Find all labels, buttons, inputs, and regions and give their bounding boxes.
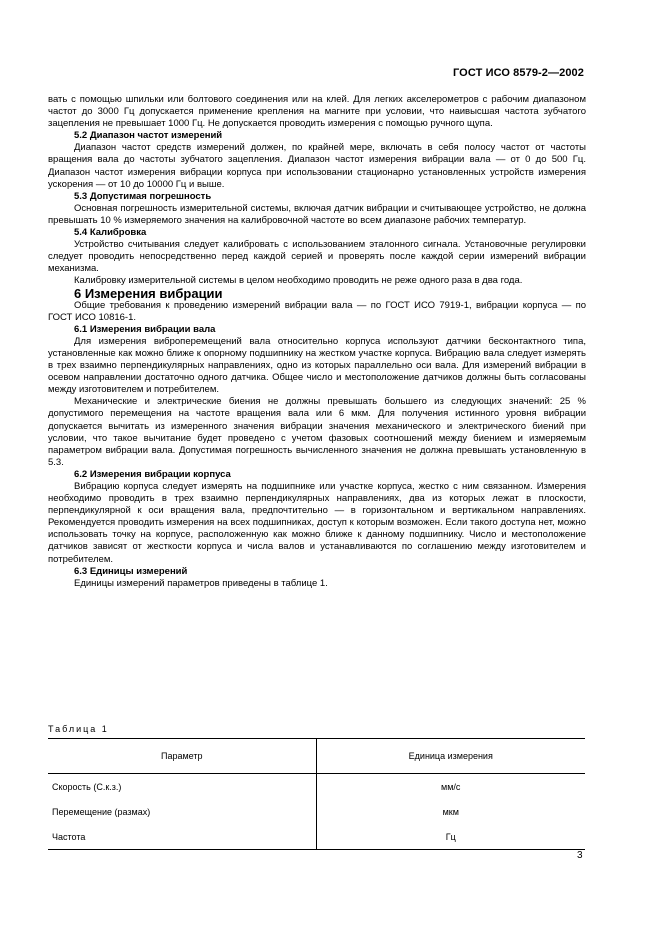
paragraph-6-1-b: Механические и электрические биения не должны превышать большего из следующих значений: 25 % допустимого перемещения на частоте вращения вала или 6 мкм. Для получения истинного уровня вибрации допускается вычитать из измеренного значения вибрации значения механического и электрического биений при условии, что такое вычитание будет проведено с учетом фазовых соотношений между биением и измеряемым параметром вибрации вала. Допустимая погрешность вычисленного значения не должна превышать установленную в 5.3. <box>48 396 586 468</box>
table-cell-unit: Гц <box>316 824 585 850</box>
paragraph-continuation: вать с помощью шпильки или болтового соединения или на клей. Для легких акселерометров с рабочим диапазоном частот до 3000 Гц допускается применение крепления на магните при условии, что наивысшая частота зубчатого зацепления не превышает 1000 Гц. Не допускается проводить измерения с помощью ручного щупа. <box>48 94 586 130</box>
table-cell-parameter: Скорость (С.к.з.) <box>48 774 316 800</box>
paragraph-6-2: Вибрацию корпуса следует измерять на подшипнике или участке корпуса, жестко с ним связанном. Измерения необходимо проводить в трех взаимно перпендикулярных направлениях, два из которых лежат в плоскости, перпендикулярной к оси вращения вала, предпочтительно — в горизонтальном и вертикальном направлениях. Рекомендуется проводить измерения на всех подшипниках, доступ к которым возможен. Если такого доступа нет, можно использовать точку на корпусе, расположенную как можно ближе к данному подшипнику. Число и местоположение датчиков зависят от жесткости корпуса и числа валов и устанавливаются по соглашению между изготовителем и потребителем. <box>48 481 586 565</box>
table-row <box>48 824 585 850</box>
paragraph-6-3: Единицы измерений параметров приведены в таблице 1. <box>74 577 328 589</box>
table-caption: Таблица 1 <box>48 724 109 734</box>
table-header-unit: Единица измерения <box>316 739 585 774</box>
table-header-parameter: Параметр <box>48 739 316 774</box>
paragraph-5-3: Основная погрешность измерительной системы, включая датчик вибрации и считывающее устройство, не должна превышать 10 % измеряемого значения на калибровочной частоте во всем диапазоне рабочих температур. <box>48 202 586 226</box>
paragraph-5-4-a: Устройство считывания следует калибровать с использованием эталонного сигнала. Установочные регулировки следует проводить непосредственно перед каждой серией и проверять после каждой серии измерений вибрации механизма. <box>48 239 586 275</box>
document-body <box>48 94 586 590</box>
subsection-title-5-2: 5.2 Диапазон частот измерений <box>74 130 223 142</box>
table-cell-parameter: Частота <box>48 824 316 850</box>
subsection-title-6-3: 6.3 Единицы измерений <box>74 565 188 577</box>
subsection-title-5-4: 5.4 Калибровка <box>74 227 147 239</box>
section-title-6: 6 Измерения вибрации <box>74 285 223 301</box>
paragraph-6-1-a: Для измерения виброперемещений вала относительно корпуса используют датчики бесконтактного типа, установленные как можно ближе к опорному подшипнику на жестком участке корпуса. Вибрацию вала следует измерять в трех взаимно перпендикулярных направлениях, одно из которых параллельно оси вала. Для измерений вибрации в осевом направлении достаточно одного датчика. Общее число и местоположение датчиков должны быть согласованы между изготовителем и потребителем. <box>48 335 586 396</box>
subsection-title-6-2: 6.2 Измерения вибрации корпуса <box>74 468 231 480</box>
units-table <box>48 738 585 850</box>
document-header: ГОСТ ИСО 8579-2—2002 <box>452 67 584 79</box>
table-cell-unit: мм/с <box>441 781 461 792</box>
subsection-title-5-3: 5.3 Допустимая погрешность <box>74 190 212 202</box>
table-cell-parameter: Перемещение (размах) <box>48 799 316 824</box>
table-cell-unit: мкм <box>442 806 459 817</box>
table-header-row <box>48 739 585 774</box>
paragraph-5-4-b: Калибровку измерительной системы в целом необходимо проводить не реже одного раза в два года. <box>74 275 523 287</box>
paragraph-5-2: Диапазон частот средств измерений должен, по крайней мере, включать в себя полосу частот от частоты вращения вала до частоты зубчатого зацепления. Диапазон частот измерения вибрации вала — от 0 до 500 Гц. Диапазон частот измерения вибрации корпуса при использовании стационарно установленных устройств измерения ускорения — от 10 до 10000 Гц и выше. <box>48 142 586 190</box>
table-row <box>48 774 585 800</box>
subsection-title-6-1: 6.1 Измерения вибрации вала <box>74 323 216 335</box>
paragraph-6: Общие требования к проведению измерений вибрации вала — по ГОСТ ИСО 7919-1, вибрации корпуса — по ГОСТ ИСО 10816-1. <box>48 299 586 323</box>
page-number: 3 <box>577 850 583 861</box>
table-row <box>48 799 585 824</box>
